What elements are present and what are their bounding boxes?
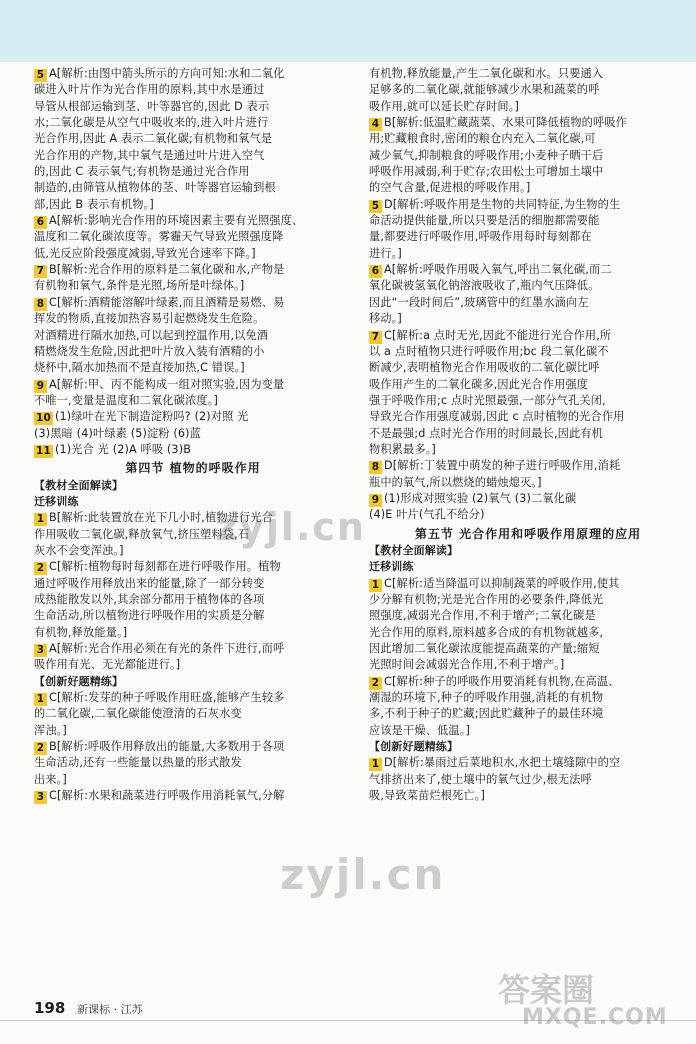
watermark: zyjl.cn (280, 850, 446, 899)
answer-entry (369, 576, 687, 674)
question-number-badge: 5 (34, 69, 47, 82)
answer-line: A[解析:甲、丙不能构成一组对照实验,因为变量 (49, 377, 285, 391)
question-number-badge: 9 (34, 380, 47, 393)
answer-line: 挥发的物质,直接加热容易引起燃烧发生危险。 (34, 312, 265, 326)
answer-line: 吸,导致菜苗烂根死亡。] (369, 789, 485, 803)
answer-entry (34, 739, 352, 788)
answer-line: 命活动提供能量,所以只要是活的细胞都需要能 (369, 214, 600, 228)
answer-line: A[解析:由图中箭头所示的方向可知:水和二氧化 (49, 67, 285, 80)
watermark: zyjl.cn (215, 505, 366, 549)
question-number-badge: 1 (34, 513, 47, 526)
answer-entry (369, 115, 687, 197)
answer-line: 量,都要进行呼吸作用,呼吸作用每时每刻都在 (369, 230, 592, 244)
page-number: 198 (34, 999, 66, 1017)
answer-line: C[解析:种子的呼吸作用要消耗有机物,在高温、 (384, 674, 620, 688)
question-number-badge: 2 (34, 742, 47, 755)
answer-line: 浑浊。] (34, 723, 67, 737)
question-number-badge: 2 (369, 677, 382, 690)
answer-line: 有机物,释放能量。] (34, 625, 128, 639)
answer-entry (34, 213, 352, 262)
answer-line: A[解析:呼吸作用吸入氧气,呼出二氧化碳,而二 (384, 263, 612, 277)
watermark: 答案圈 (498, 971, 595, 1009)
answer-line: 导致光合作用强度减弱,因此 c 点时植物的光合作用 (369, 410, 625, 424)
answer-entry (34, 409, 352, 442)
answer-entry (34, 66, 352, 213)
answer-line: 应该是干燥、低温。] (369, 723, 470, 737)
answer-line: (4)E 叶片(气孔不给分) (369, 508, 485, 522)
answer-line: 多,不利于种子的贮藏;因此贮藏种子的最佳环境 (369, 707, 604, 721)
question-number-badge: 6 (34, 216, 47, 229)
answer-entry (34, 559, 352, 641)
answer-entry (34, 442, 352, 458)
page-footer (34, 999, 143, 1017)
answer-line: 减少氧气,抑制粮食的呼吸作用;小麦种子晒干后 (369, 148, 604, 162)
answer-line: 进行。] (369, 246, 402, 260)
subsection-tag: 【教材全面解读】 (369, 543, 459, 557)
answer-line: 导管从根部运输到茎、叶等器官的,因此 D 表示 (34, 99, 270, 113)
answer-entry (34, 295, 352, 377)
answer-line: A[解析:影响光合作用的环境因素主要有光照强度、 (49, 214, 304, 228)
answer-line: D[解析:呼吸作用是生物的共同特征,为生物的生 (384, 197, 621, 211)
answer-line: 以 a 点时植物只进行呼吸作用;bc 段二氧化碳不 (369, 344, 609, 358)
answer-line: 通过呼吸作用释放出来的能量,除了一部分转变 (34, 576, 265, 590)
answer-entry (369, 755, 687, 804)
watermark: MXQE.COM (522, 1005, 668, 1030)
answer-line: 水;二氧化碳是从空气中吸收来的,进入叶片进行 (34, 116, 269, 130)
answer-line: B[解析:光合作用的原料是二氧化碳和水,产物是 (49, 263, 285, 277)
answer-line: 气排挤出来了,使土壤中的氧气过少,根无法呼 (369, 772, 592, 786)
answer-line: 足够多的二氧化碳,就能够减少水果和蔬菜的呼 (369, 83, 600, 97)
answer-line: 不是最强;d 点时光合作用的时间最长,因此有机 (369, 426, 603, 440)
answer-line: 光照时间会减弱光合作用,不利于增产。] (369, 658, 565, 672)
answer-line: 低,光反应阶段强度减弱,导致光合速率下降。] (34, 246, 256, 260)
answer-line: 瓶中的氧气,所以燃烧的蜡烛熄灭。] (369, 475, 542, 489)
question-number-badge: 7 (34, 265, 47, 278)
answer-line: 吸作用产生的二氧化碳多,因此光合作用强度 (369, 377, 589, 391)
answer-line: C[解析:水果和蔬菜进行呼吸作用消耗氧气,分解 (49, 789, 285, 803)
answer-line: 吸作用,就可以延长贮存时间。] (369, 99, 520, 113)
answer-line: 断减少,表明植物光合作用吸收的二氧化碳比呼 (369, 361, 600, 375)
answer-line: 吸作用有光、无光都能进行。] (34, 658, 181, 672)
right-column (369, 66, 687, 804)
answer-line: 潮湿的环境下,种子的呼吸作用强,消耗的有机物 (369, 691, 604, 705)
question-number-badge: 3 (34, 644, 47, 657)
answer-line: 生命活动,所以植物进行呼吸作用的实质是分解 (34, 609, 265, 623)
question-number-badge: 8 (34, 298, 47, 311)
answer-line: C[解析:发芽的种子呼吸作用旺盛,能够产生较多 (49, 691, 285, 705)
answer-line: 部,因此 B 表示有机物。] (34, 197, 154, 211)
answer-entry (34, 377, 352, 410)
answer-line: 因此增加二氧化碳浓度能提高蔬菜的产量;缩短 (369, 642, 600, 656)
answer-line: 照强度,减弱光合作用,不利于增产;二氧化碳是 (369, 609, 596, 623)
question-number-badge: 8 (369, 461, 382, 474)
question-number-badge: 1 (369, 758, 382, 771)
answer-line: 强于呼吸作用;c 点时光照最强,一部分气孔关闭, (369, 393, 606, 407)
answer-entry (34, 690, 352, 739)
answer-line: 光合作用的产物,其中氧气是通过叶片进入空气 (34, 148, 265, 162)
answer-entry (34, 788, 352, 804)
answer-line: (1)光合 光 (2)A 呼吸 (3)B (55, 442, 192, 456)
subsection-tag: 【创新好题精练】 (369, 740, 459, 754)
question-number-badge: 1 (34, 693, 47, 706)
answer-line: 不唯一,变量是温度和二氧化碳浓度。] (34, 393, 219, 407)
answer-line: C[解析:适当降温可以抑制蔬菜的呼吸作用,使其 (384, 576, 620, 590)
answer-line: 生命活动,还有一些能量以热量的形式散发 (34, 756, 242, 770)
section-heading: 第四节 植物的呼吸作用 (125, 461, 261, 476)
subsection-label: 迁移训练 (369, 560, 414, 574)
answer-line: 对酒精进行隔水加热,可以起到控温作用,以免酒 (34, 328, 269, 342)
answer-line: 碳进入叶片作为光合作用的原料,其中水是通过 (34, 83, 265, 97)
answer-line: B[解析:此装置放在光下几小时,植物进行光合 (49, 511, 274, 525)
answer-line: 作用吸收二氧化碳,释放氧气,挤压塑料袋,石 (34, 527, 250, 541)
answer-line: 温度和二氧化碳浓度等。雾霾天气导致光照强度降 (34, 230, 284, 244)
answer-entry (34, 641, 352, 674)
answer-entry (369, 328, 687, 459)
question-number-badge: 4 (369, 118, 382, 131)
answer-line: 灰水不会变浑浊。] (34, 543, 124, 557)
answer-line: B[解析:低温贮藏蔬菜、水果可降低植物的呼吸作 (384, 116, 628, 130)
answer-line: 少分解有机物;光是光合作用的必要条件,降低光 (369, 593, 604, 606)
answer-line: (1)形成对照实验 (2)氧气 (3)二氧化碳 (384, 491, 577, 505)
answer-line: 光合作用,因此 A 表示二氧化碳;有机物和氧气是 (34, 132, 273, 146)
answer-entry (369, 262, 687, 327)
answer-line: 有机物和氧气,条件是光照,场所是叶绿体。] (34, 279, 245, 293)
left-column (34, 66, 352, 804)
top-banner (0, 0, 696, 62)
answer-line: C[解析:a 点时无光,因此不能进行光合作用,所 (384, 328, 612, 342)
subsection-label: 迁移训练 (34, 494, 79, 508)
answer-line: 的二氧化碳,二氧化碳能使澄清的石灰水变 (34, 707, 242, 721)
answer-line: B[解析:呼吸作用释放出的能量,大多数用于各项 (49, 740, 285, 754)
answer-line: 的,因此 C 表示氧气;有机物是通过光合作用 (34, 165, 250, 179)
answer-line: (3)黑暗 (4)叶绿素 (5)淀粉 (6)蓝 (34, 426, 202, 440)
answer-line: 光合作用的原料,原料越多合成的有机物就越多, (369, 625, 604, 639)
question-number-badge: 2 (34, 562, 47, 575)
answer-line: 精燃烧发生危险,因此把叶片放入装有酒精的小 (34, 344, 265, 358)
answer-line: 移动。] (369, 312, 402, 326)
question-number-badge: 10 (34, 412, 53, 425)
subsection-tag: 【创新好题精练】 (34, 674, 124, 688)
answer-line: 成热能散发以外,其余部分都用于植物体的各项 (34, 593, 265, 606)
answer-line: 物积累最多。] (369, 442, 436, 456)
answer-entry (369, 197, 687, 262)
question-number-badge: 3 (34, 791, 47, 804)
series-label: 新课标 · 江苏 (77, 1003, 143, 1016)
section-heading: 第五节 光合作用和呼吸作用原理的应用 (414, 526, 642, 541)
answer-line: (1)绿叶在光下制造淀粉吗? (2)对照 光 (55, 410, 249, 424)
answer-line: D[解析:丁装置中萌发的种子进行呼吸作用,消耗 (384, 459, 621, 473)
answer-entry (369, 458, 687, 491)
answer-line: C[解析:植物每时每刻都在进行呼吸作用。植物 (49, 560, 281, 574)
question-number-badge: 11 (34, 445, 53, 458)
answer-entry (369, 674, 687, 739)
question-number-badge: 6 (369, 265, 382, 278)
answer-line: 制造的,由筛管从植物体的茎、叶等器官运输到根 (34, 181, 276, 195)
answer-line: 用;贮藏粮食时,密闭的粮仓内充入二氧化碳,可 (369, 132, 596, 146)
answer-continuation (369, 66, 687, 115)
answer-line: 因此“一段时间后”,玻璃管中的红墨水滴向左 (369, 295, 589, 309)
answer-line: A[解析:光合作用必须在有光的条件下进行,而呼 (49, 642, 285, 656)
answer-line: C[解析:酒精能溶解叶绿素,而且酒精是易燃、易 (49, 295, 285, 309)
answer-line: 烧杯中,隔水加热而不是直接加热,C 错误。] (34, 361, 245, 375)
answer-line: 的空气含量,促进根的呼吸作用。] (369, 181, 531, 195)
answer-entry (34, 262, 352, 295)
answer-line: 氧化碳被氢氧化钠溶液吸收了,瓶内气压降低。 (369, 279, 600, 293)
question-number-badge: 7 (369, 331, 382, 344)
answer-line: 有机物,释放能量,产生二氧化碳和水。只要通入 (369, 67, 604, 80)
answer-line: 呼吸作用减弱,利于贮存;农田松土可增加土壤中 (369, 165, 604, 179)
question-number-badge: 1 (369, 579, 382, 592)
answer-line: D[解析:暴雨过后菜地积水,水把土壤缝隙中的空 (384, 756, 621, 770)
question-number-badge: 5 (369, 200, 382, 213)
question-number-badge: 9 (369, 494, 382, 507)
subsection-tag: 【教材全面解读】 (34, 478, 124, 492)
answer-line: 出来。] (34, 772, 67, 786)
answer-entry (369, 491, 687, 524)
